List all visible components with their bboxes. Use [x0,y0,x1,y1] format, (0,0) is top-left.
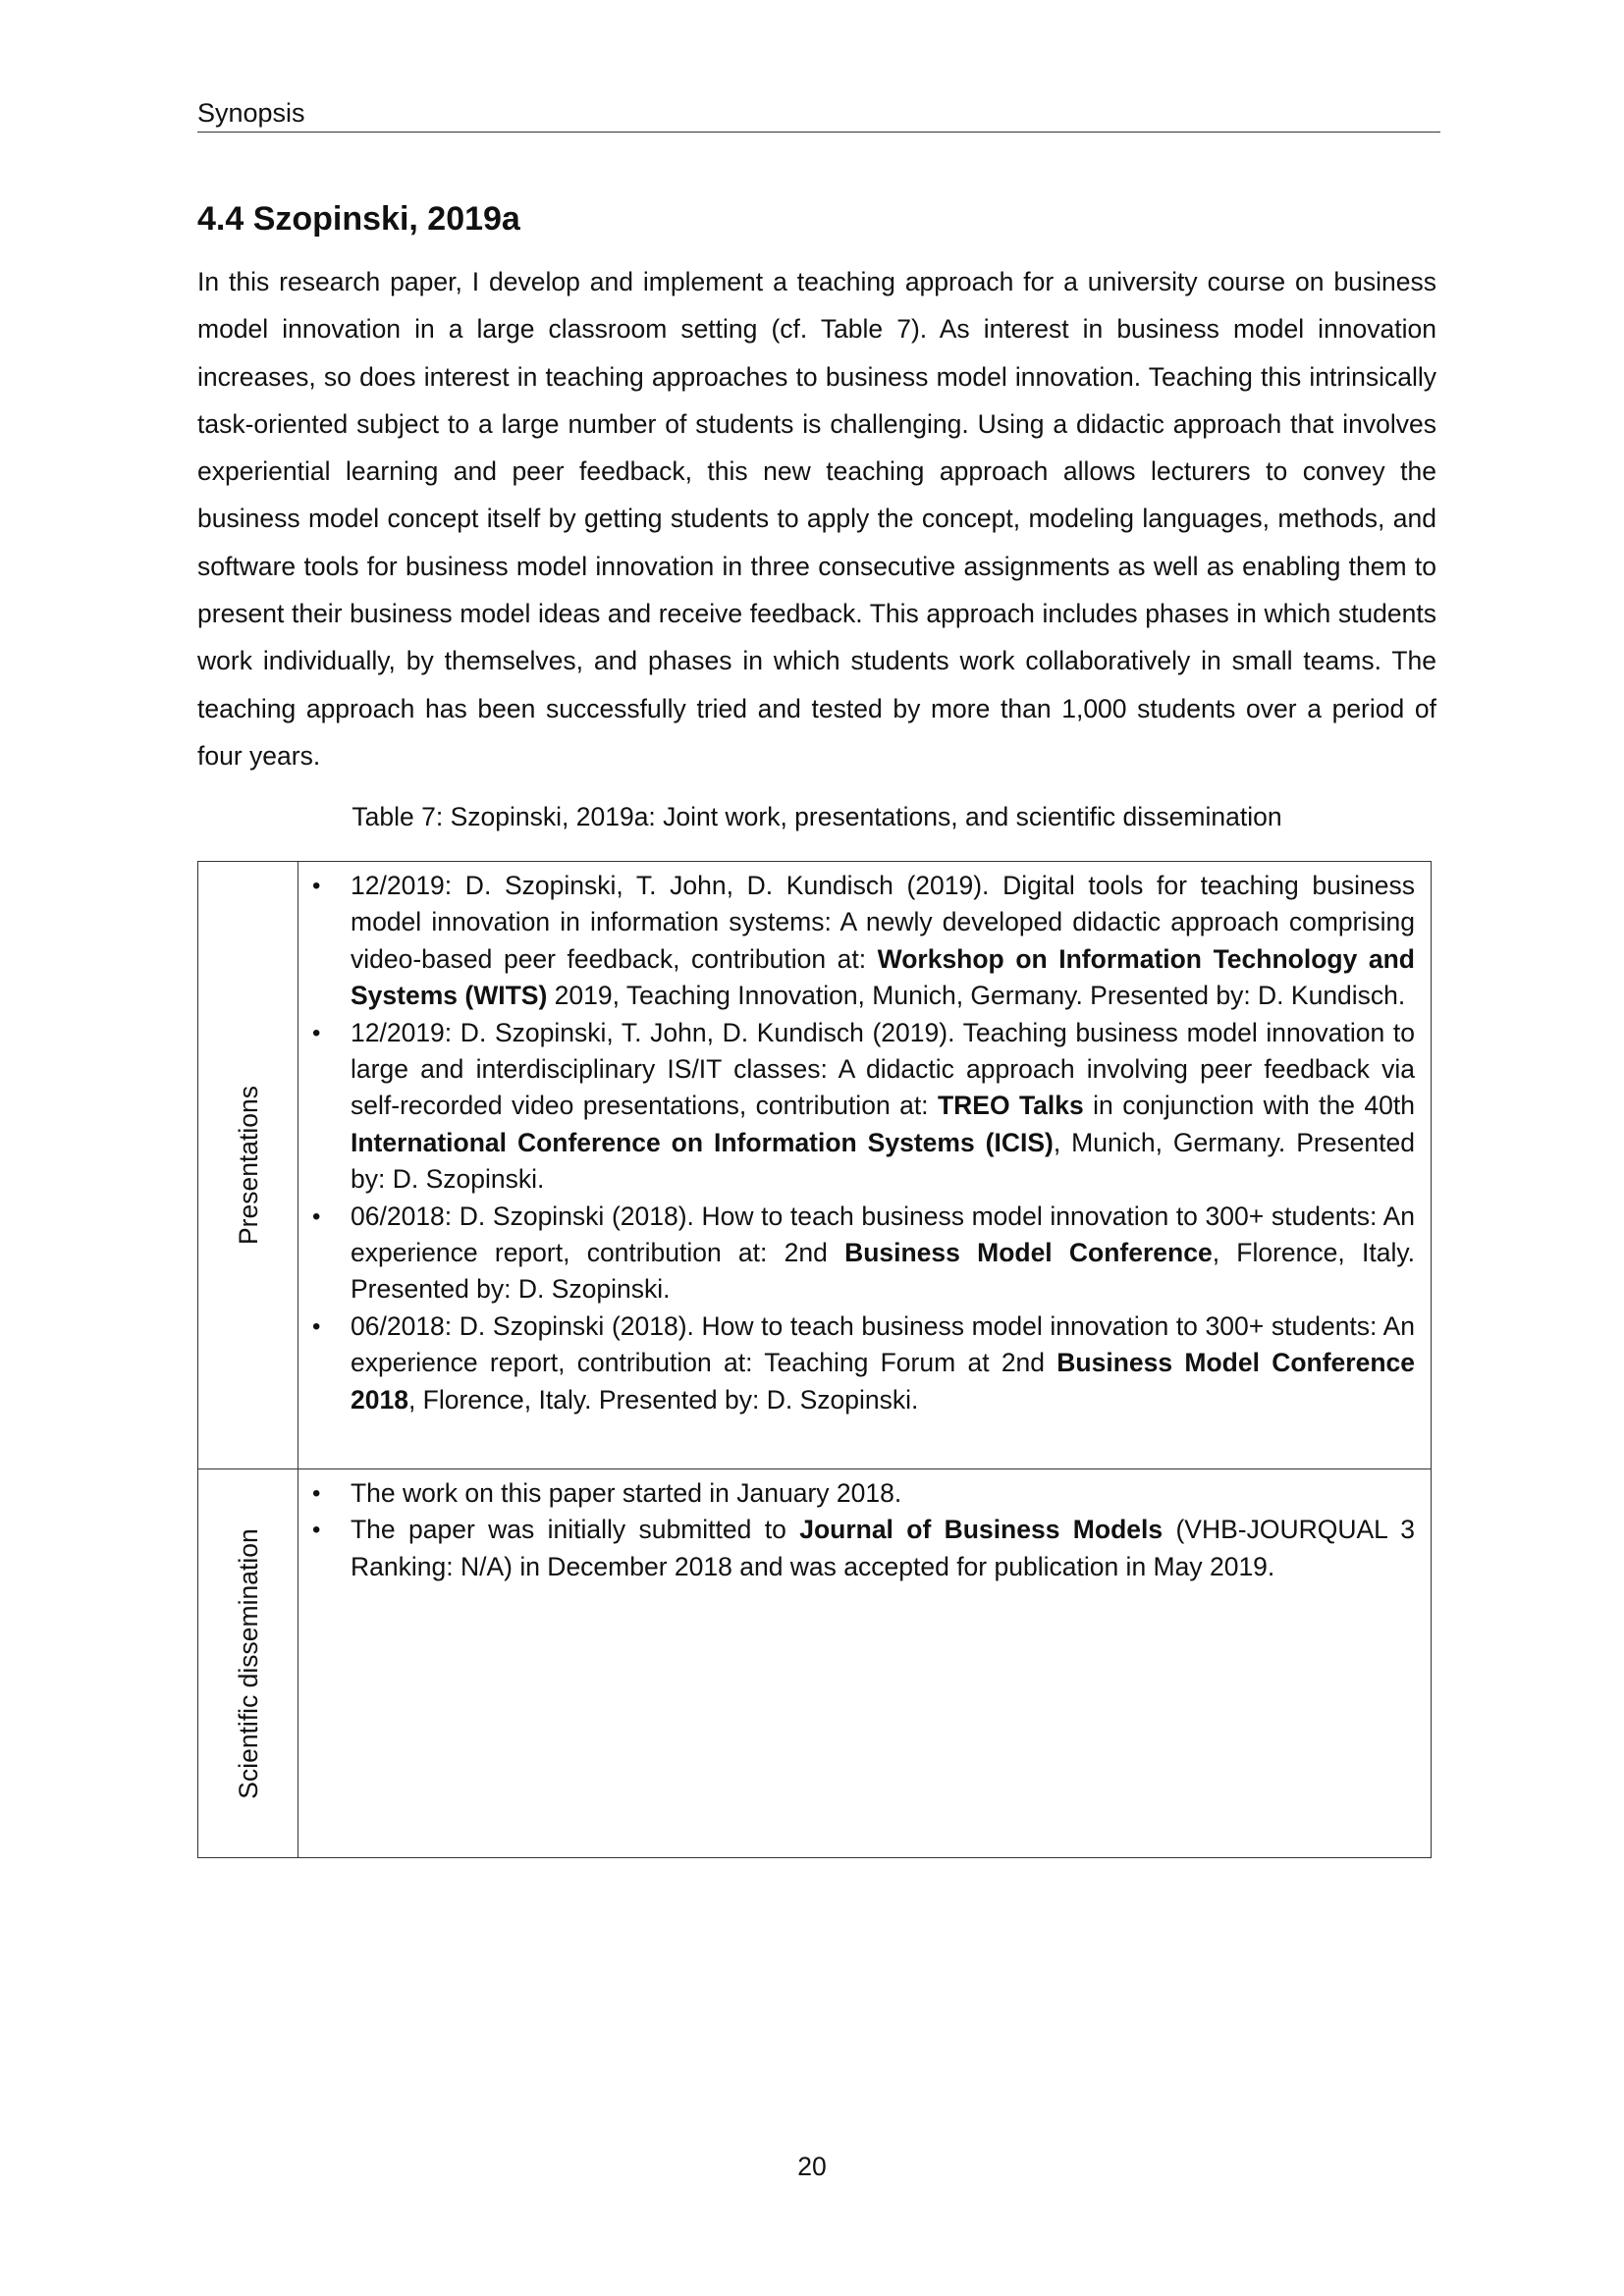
bullet-icon: • [312,1312,321,1340]
entry-text: 06/2018: D. Szopinski (2018). How to teach business model innovation to 300+ students: An experience report, contribution at: 2nd [351,1201,1415,1268]
bullet-list [298,1469,1431,1585]
bullet-icon: • [312,1480,321,1507]
row-label-scientific-dissemination: Scientific dissemination [233,1527,263,1799]
running-header: Synopsis [197,96,1440,133]
entry-bold-text: Business Model Conference [844,1238,1213,1268]
list-item [308,1015,1415,1199]
entry-bold-text: Business Model Conference 2018 [351,1348,1415,1415]
entry-text: 12/2019: D. Szopinski, T. John, D. Kundisch (2019). Teaching business model innovation to large and interdisciplinary IS/IT classes: A didactic approach involving peer feedback via self-recorded video presentations, contribution at: [351,1017,1415,1121]
bullet-icon: • [312,1202,321,1230]
bullet-icon: • [312,873,321,899]
entry-text: 2019, Teaching Innovation, Munich, Germany. Presented by: D. Kundisch. [547,981,1406,1011]
entry-bold-text: Journal of Business Models [799,1515,1164,1545]
entry-bold-text: Workshop on Information Technology and Systems (WITS) [351,943,1415,1011]
entry-text: 06/2018: D. Szopinski (2018). How to teach business model innovation to 300+ students: An experience report, contribution at: Teaching Forum at 2nd [351,1310,1415,1378]
table-row-scientific-dissemination [198,1469,1432,1858]
table-caption: Table 7: Szopinski, 2019a: Joint work, presentations, and scientific dissemination [352,802,1282,831]
entry-text: , Munich, Germany. Presented by: D. Szopinski. [351,1127,1415,1195]
entry-text: (VHB-JOURQUAL 3 Ranking: N/A) in December 2018 and was accepted for publication in May 2019. [351,1515,1416,1581]
entry-text: , Florence, Italy. Presented by: D. Szopinski. [351,1238,1415,1305]
entry-bold-text: TREO Talks [937,1091,1084,1121]
bullet-icon: • [312,1019,321,1046]
page-number: 20 [797,2152,827,2181]
entry-bold-text: International Conference on Information Systems (ICIS) [351,1127,1054,1157]
row-content-cell [298,1469,1432,1858]
row-content-cell [298,862,1432,1469]
entry-text: The work on this paper started in January 2018. [351,1478,902,1508]
bullet-icon: • [312,1517,321,1544]
bullet-list [298,862,1431,1418]
table-row-presentations [198,862,1432,1469]
list-item [308,1199,1415,1308]
row-label-presentations: Presentations [233,1085,263,1246]
list-item [308,1512,1415,1585]
row-label-cell [198,1469,298,1858]
list-item [308,1308,1415,1418]
entry-text: , Florence, Italy. Presented by: D. Szopinski. [407,1384,919,1415]
section-heading: 4.4 Szopinski, 2019a [197,200,520,238]
list-item [308,868,1415,1015]
entry-text: 12/2019: D. Szopinski, T. John, D. Kundisch (2019). Digital tools for teaching business model innovation in information systems: A newly developed didactic approach comprising video-based peer feedback, contribution at: [351,871,1415,974]
publication-table [197,861,1432,1858]
row-label-cell [198,862,298,1469]
entry-text: in conjunction with the 40th [1083,1091,1416,1121]
entry-text: The paper was initially submitted to [351,1515,800,1545]
list-item [308,1475,1415,1512]
body-paragraph: In this research paper, I develop and implement a teaching approach for a university course on business model innovation in a large classroom setting (cf. Table 7). As interest in business model innovation increases, so does interest in teaching approaches to business model innovation. Teaching this intrinsically task-oriented subject to a large number of students is challenging. Using a didactic approach that involves experiential learning and peer feedback, this new teaching approach allows lecturers to convey the business model concept itself by getting students to apply the concept, modeling languages, methods, and software tools for business model innovation in three consecutive assignments as well as enabling them to present their business model ideas and receive feedback. This approach includes phases in which students work individually, by themselves, and phases in which students work collaboratively in small teams. The teaching approach has been successfully tried and tested by more than 1,000 students over a period of four years. [197,267,1436,771]
